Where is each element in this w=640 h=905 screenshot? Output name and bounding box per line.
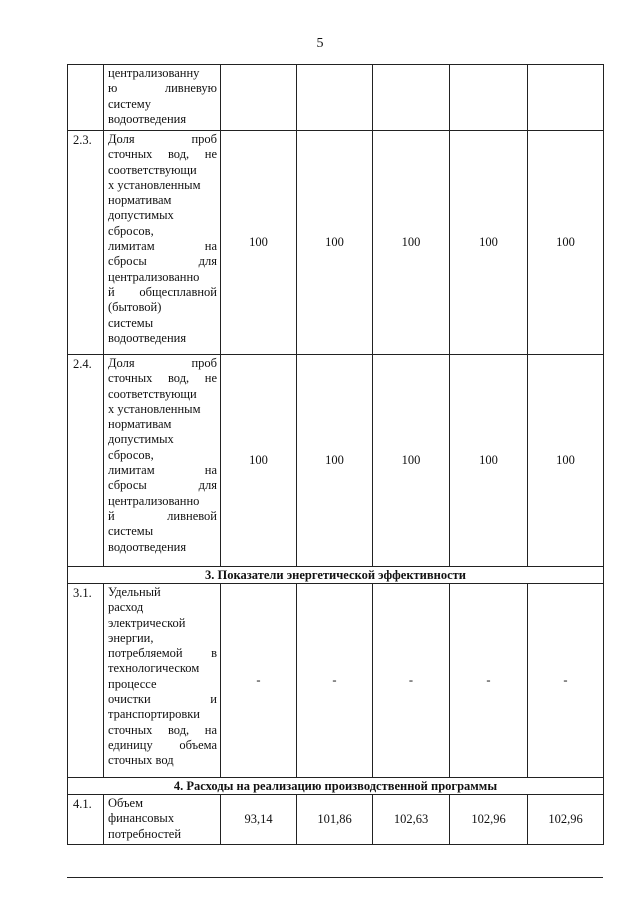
value-cell: 100 <box>297 355 373 567</box>
table-row <box>68 65 604 131</box>
indicator-name-line: Объем <box>108 796 143 810</box>
indicator-name-line: единицу объема <box>108 737 217 752</box>
indicator-name-line: соответствующи <box>108 386 197 401</box>
value-cell: - <box>221 584 297 778</box>
indicator-name <box>104 584 221 778</box>
table-body <box>68 65 604 845</box>
indicator-name-line: допустимых <box>108 208 174 223</box>
indicator-name-line: (бытовой) <box>108 300 162 315</box>
indicator-name-line: Удельный <box>108 585 161 599</box>
table-row <box>68 355 604 567</box>
value-cell: 100 <box>450 131 528 355</box>
page-number: 5 <box>316 36 324 51</box>
indicator-name-line: электрической <box>108 615 186 630</box>
row-number: 2.3. <box>68 131 104 355</box>
indicator-name-line: х установленным <box>108 177 201 192</box>
indicator-name-line: финансовых <box>108 811 175 826</box>
value-cell: - <box>528 584 604 778</box>
value-cell: - <box>373 584 450 778</box>
indicator-name-line: очистки и <box>108 692 217 707</box>
indicator-name-line: сбросов, <box>108 447 154 462</box>
indicator-name-line: лимитам на <box>108 463 217 478</box>
section-header-row <box>68 567 604 584</box>
indicator-name-line: потребностей <box>108 826 182 841</box>
indicator-name-line: транспортировки <box>108 707 200 722</box>
indicator-name-line: сбросы для <box>108 478 217 493</box>
table-row <box>68 131 604 355</box>
value-cell <box>297 65 373 131</box>
indicator-name-line: х установленным <box>108 401 201 416</box>
value-cell: - <box>450 584 528 778</box>
indicator-name-line: сточных вод <box>108 753 174 768</box>
value-cell: - <box>297 584 373 778</box>
value-cell <box>373 65 450 131</box>
row-number: 3.1. <box>68 584 104 778</box>
indicator-name-line: Доля проб <box>108 132 217 146</box>
value-cell: 93,14 <box>221 795 297 845</box>
value-cell: 100 <box>297 131 373 355</box>
value-cell: 100 <box>450 355 528 567</box>
section-title: 3. Показатели энергетической эффективности <box>68 567 604 584</box>
indicator-name-line: нормативам <box>108 417 172 432</box>
indicator-name-line: систему <box>108 96 151 111</box>
value-cell <box>450 65 528 131</box>
indicators-table <box>67 64 604 845</box>
indicator-name-line: й общесплавной <box>108 284 217 299</box>
table-row <box>68 584 604 778</box>
indicator-name-line: водоотведения <box>108 539 187 554</box>
table-row <box>68 795 604 845</box>
indicator-name-line: сбросы для <box>108 254 217 269</box>
indicator-name <box>104 131 221 355</box>
indicator-name-line: потребляемой в <box>108 646 217 661</box>
row-number: 4.1. <box>68 795 104 845</box>
value-cell: 100 <box>373 131 450 355</box>
indicator-name <box>104 65 221 131</box>
value-cell: 102,96 <box>528 795 604 845</box>
value-cell: 102,96 <box>450 795 528 845</box>
indicator-name-line: сбросов, <box>108 223 154 238</box>
indicator-name-line: централизованну <box>108 66 200 80</box>
indicator-name-line: й ливневой <box>108 508 217 523</box>
value-cell <box>528 65 604 131</box>
section-header-row <box>68 778 604 795</box>
value-cell: 100 <box>221 355 297 567</box>
indicator-name-line: технологическом <box>108 661 200 676</box>
indicator-name-line: Доля проб <box>108 356 217 370</box>
indicator-name-line: процессе <box>108 676 157 691</box>
indicator-name-line: водоотведения <box>108 111 187 126</box>
page-bottom-rule <box>67 877 603 878</box>
indicator-name-line: нормативам <box>108 193 172 208</box>
value-cell: 101,86 <box>297 795 373 845</box>
indicator-name-line: расход <box>108 600 144 615</box>
indicator-name-line: централизованно <box>108 493 200 508</box>
indicator-name-line: сточных вод, не <box>108 371 217 386</box>
value-cell: 100 <box>373 355 450 567</box>
value-cell <box>221 65 297 131</box>
value-cell: 100 <box>528 131 604 355</box>
indicator-name-line: ю ливневую <box>108 81 217 96</box>
value-cell: 100 <box>528 355 604 567</box>
indicator-name-line: сточных вод, на <box>108 722 217 737</box>
indicator-name-line: централизованно <box>108 269 200 284</box>
indicator-name-line: энергии, <box>108 630 154 645</box>
indicator-name <box>104 355 221 567</box>
value-cell: 102,63 <box>373 795 450 845</box>
indicator-name-line: водоотведения <box>108 330 187 345</box>
indicator-name-line: системы <box>108 315 154 330</box>
row-number: 2.4. <box>68 355 104 567</box>
indicator-name-line: лимитам на <box>108 239 217 254</box>
row-number <box>68 65 104 131</box>
indicator-name <box>104 795 221 845</box>
indicator-name-line: системы <box>108 524 154 539</box>
indicator-name-line: соответствующи <box>108 162 197 177</box>
value-cell: 100 <box>221 131 297 355</box>
section-title: 4. Расходы на реализацию производственной программы <box>68 778 604 795</box>
indicator-name-line: допустимых <box>108 432 174 447</box>
indicator-name-line: сточных вод, не <box>108 147 217 162</box>
